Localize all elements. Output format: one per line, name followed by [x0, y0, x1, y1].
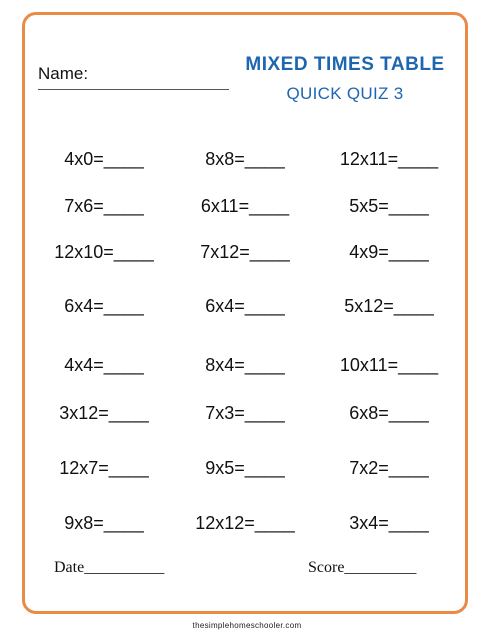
- score-label: Score_________: [308, 559, 417, 576]
- worksheet-title: MIXED TIMES TABLE: [245, 54, 445, 75]
- problem-8-1: 9x8=____: [64, 513, 144, 533]
- problem-6-3: 6x8=____: [349, 403, 429, 423]
- website-footer: thesimplehomeschooler.com: [192, 621, 302, 630]
- problem-1-2: 8x8=____: [205, 149, 285, 169]
- problem-5-3: 10x11=____: [339, 355, 439, 375]
- problem-1-1: 4x0=____: [64, 149, 144, 169]
- problem-3-2: 7x12=____: [200, 242, 290, 262]
- problem-2-2: 6x11=____: [200, 196, 290, 216]
- problem-5-2: 8x4=____: [205, 355, 285, 375]
- problem-4-3: 5x12=____: [344, 296, 434, 316]
- problem-6-1: 3x12=____: [59, 403, 149, 423]
- problem-8-2: 12x12=____: [195, 513, 295, 533]
- problem-7-3: 7x2=____: [349, 458, 429, 478]
- name-label: Name:: [38, 64, 89, 83]
- problem-2-3: 5x5=____: [349, 196, 429, 216]
- problem-2-1: 7x6=____: [64, 196, 144, 216]
- problem-4-1: 6x4=____: [64, 296, 144, 316]
- problem-5-1: 4x4=____: [64, 355, 144, 375]
- worksheet-subtitle: QUICK QUIZ 3: [286, 84, 404, 103]
- problem-6-2: 7x3=____: [205, 403, 285, 423]
- problem-1-3: 12x11=____: [339, 149, 439, 169]
- problem-3-1: 12x10=____: [54, 242, 154, 262]
- date-label: Date__________: [54, 559, 165, 576]
- problem-4-2: 6x4=____: [205, 296, 285, 316]
- problem-3-3: 4x9=____: [349, 242, 429, 262]
- problem-7-2: 9x5=____: [205, 458, 285, 478]
- problem-8-3: 3x4=____: [349, 513, 429, 533]
- problem-7-1: 12x7=____: [59, 458, 149, 478]
